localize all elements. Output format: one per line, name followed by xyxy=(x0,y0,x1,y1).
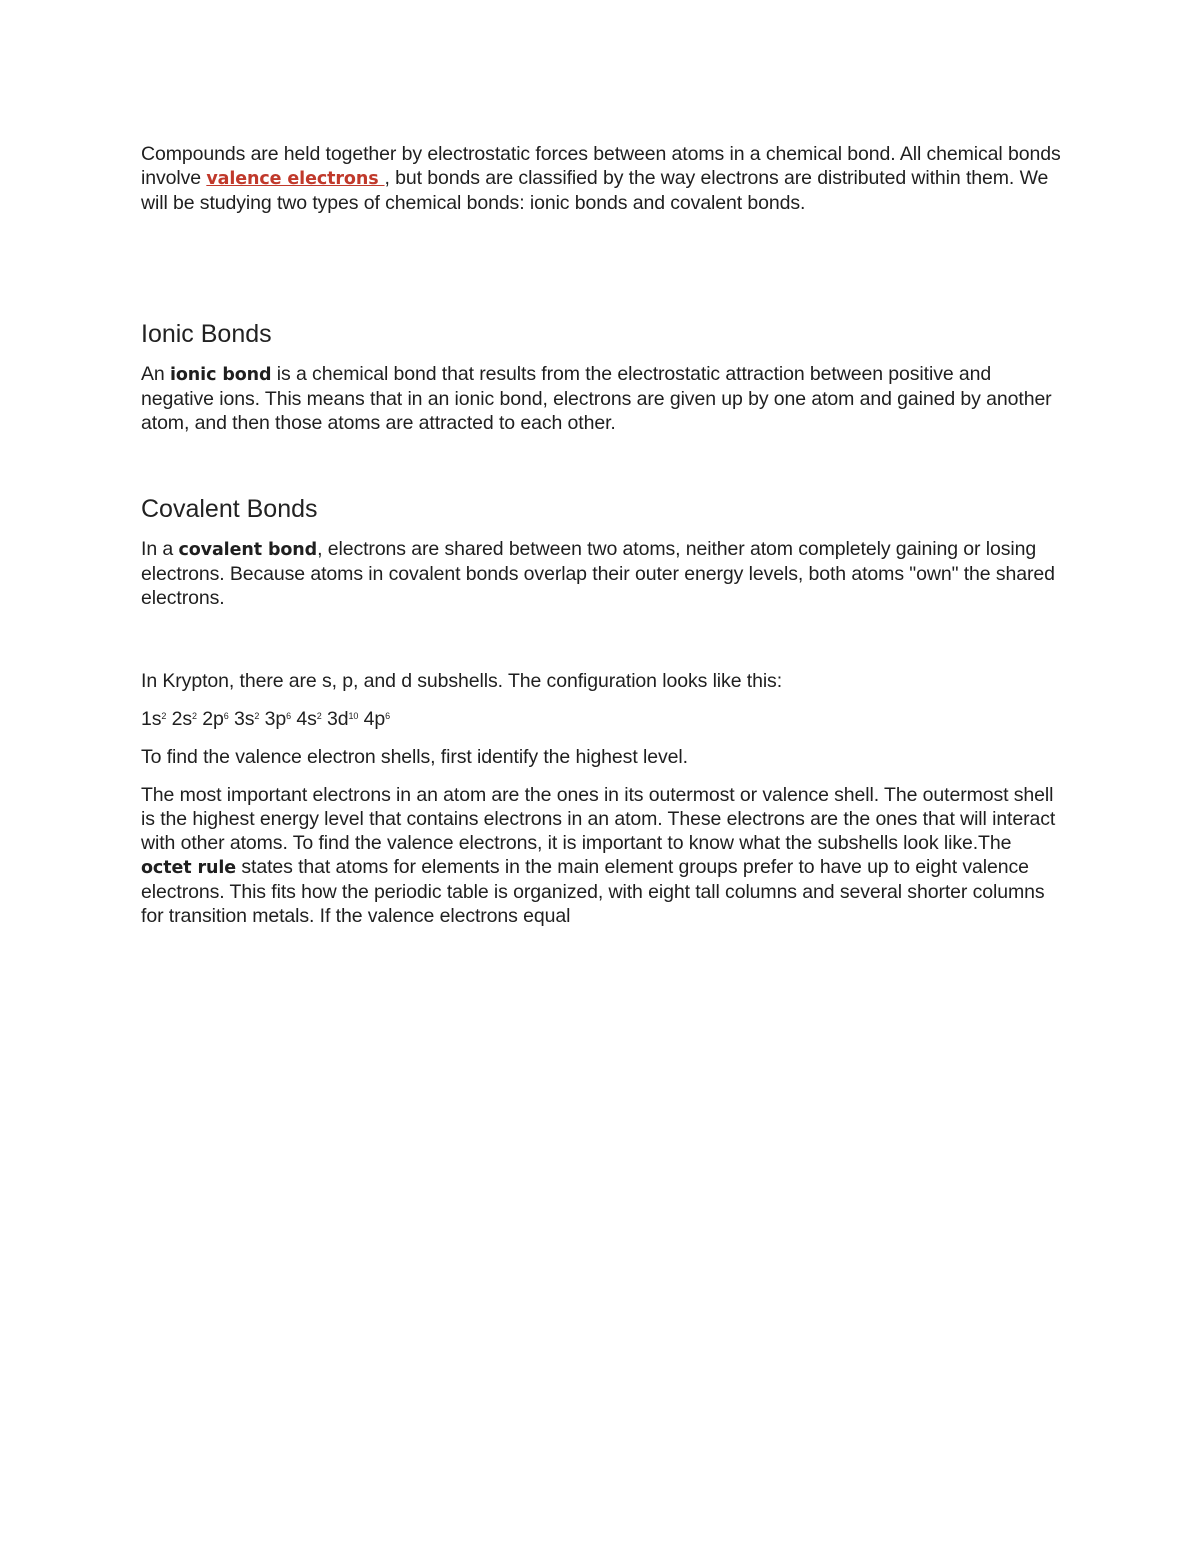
config-term: $4s^2$ xyxy=(296,708,322,730)
covalent-text-end: , electrons are shared between two atoms, neither atom completely gaining or losing electrons. Because atoms in covalent bonds overlap their outer energy levels, both atoms "own" the shared electrons. xyxy=(141,538,1055,609)
valence-text-end: states that atoms for elements in the main element groups prefer to have up to eight valence electrons. This fits how the periodic table is organized, with eight tall columns and several shorter columns for transition metals. If the valence electrons equal xyxy=(141,856,1045,927)
octet-rule-term: octet rule xyxy=(141,858,237,878)
intro-paragraph xyxy=(141,142,1066,215)
config-term: $2s^2$ xyxy=(171,708,197,730)
krypton-paragraph: In Krypton, there are s, p, and d subshells. The configuration looks like this: xyxy=(141,670,783,692)
config-term: $4p^6$ xyxy=(363,708,391,730)
covalent-bonds-heading: Covalent Bonds xyxy=(141,495,318,523)
config-term: $3s^2$ xyxy=(234,708,260,730)
covalent-bonds-paragraph xyxy=(141,537,1066,610)
config-term: $2p^6$ xyxy=(202,708,229,730)
ionic-text-end: is a chemical bond that results from the electrostatic attraction between positive and negative ions. This means that in an ionic bond, electrons are given up by one atom and gained by another atom, and then those atoms are attracted to each other. xyxy=(141,363,1052,434)
config-term: $1s^2$ xyxy=(141,708,167,730)
covalent-bond-term: covalent bond xyxy=(178,540,318,560)
intro-text-start: Compounds are held together by electrostatic forces between atoms in a chemical bond. All chemical bonds involve xyxy=(141,143,1061,189)
intro-text-end: , but bonds are classified by the way electrons are distributed within them. We will be studying two types of chemical bonds: ionic bonds and covalent bonds. xyxy=(141,167,1049,214)
covalent-text-start: In a xyxy=(141,538,179,560)
document-page xyxy=(141,142,1066,928)
ionic-bonds-heading: Ionic Bonds xyxy=(141,320,272,348)
config-term: $3p^6$ xyxy=(264,708,292,730)
find-valence-paragraph: To find the valence electron shells, first identify the highest level. xyxy=(141,746,688,768)
electron-configuration xyxy=(141,707,1066,731)
config-term: $3d^{10}$ xyxy=(327,708,359,730)
ionic-bond-term: ionic bond xyxy=(169,365,272,385)
valence-electrons-link[interactable]: valence electrons xyxy=(206,169,385,189)
valence-shell-paragraph xyxy=(141,783,1066,928)
ionic-text-start: An xyxy=(141,363,170,385)
ionic-bonds-paragraph xyxy=(141,362,1066,435)
valence-text-start: The most important electrons in an atom are the ones in its outermost or valence shell. The outermost shell is the highest energy level that contains electrons in an atom. These electrons are the ones that will interact with other atoms. To find the valence electrons, it is important to know what the subshells look like.The xyxy=(141,784,1056,854)
